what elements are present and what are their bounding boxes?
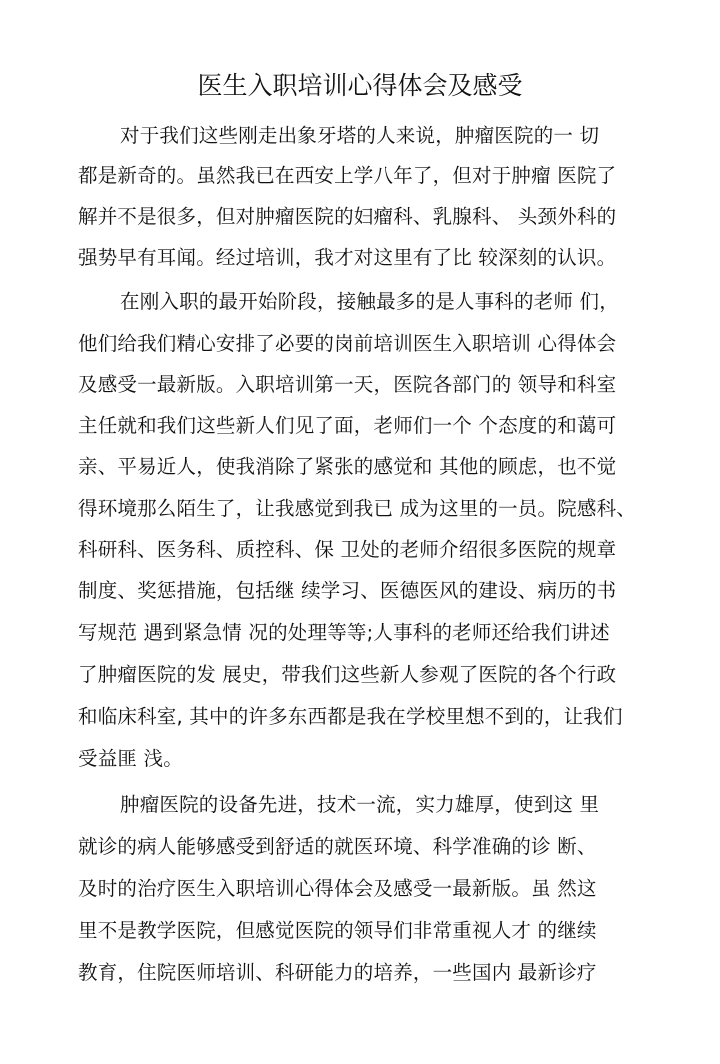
document-title: 医生入职培训心得体会及感受	[197, 71, 523, 100]
paragraph-2-line-11: 和临床科室, 其中的许多东西都是我在学校里想不到的，让我们	[78, 705, 623, 728]
paragraph-3-line-1: 肿瘤医院的设备先进，技术一流，实力雄厚，使到这 里	[120, 793, 600, 816]
paragraph-2-line-8: 制度、奖惩措施，包括继 续学习、医德医风的建设、病历的书	[78, 579, 617, 602]
paragraph-1-line-4: 强势早有耳闻。经过培训，我才对这里有了比 较深刻的认识。	[78, 246, 617, 269]
paragraph-2-line-7: 科研科、医务科、质控科、保 卫处的老师介绍很多医院的规章	[78, 538, 617, 561]
paragraph-2-line-3: 及感受一最新版。入职培训第一天，医院各部门的 领导和科室	[78, 373, 617, 396]
paragraph-1-line-2: 都是新奇的。虽然我已在西安上学八年了，但对于肿瘤 医院了	[78, 164, 617, 187]
paragraph-1-line-1: 对于我们这些刚走出象牙塔的人来说，肿瘤医院的一 切	[120, 124, 600, 147]
paragraph-3-line-2: 就诊的病人能够感受到舒适的就医环境、科学准确的诊 断、	[78, 835, 597, 858]
paragraph-2-line-2: 他们给我们精心安排了必要的岗前培训医生入职培训 心得体会	[78, 332, 617, 355]
paragraph-2-line-6: 得环境那么陌生了，让我感觉到我已 成为这里的一员。院感科、	[78, 497, 636, 520]
paragraph-2-line-10: 了肿瘤医院的发 展史，带我们这些新人参观了医院的各个行政	[78, 663, 617, 686]
paragraph-2-line-9: 写规范 遇到紧急情 况的处理等等;人事科的老师还给我们讲述	[78, 621, 610, 644]
paragraph-1-line-3: 解并不是很多，但对肿瘤医院的妇瘤科、乳腺科、 头颈外科的	[78, 205, 617, 228]
paragraph-3-line-4: 里不是教学医院，但感觉医院的领导们非常重视人才 的继续	[78, 919, 597, 942]
paragraph-3-line-5: 教育，住院医师培训、科研能力的培养，一些国内 最新诊疗	[78, 961, 597, 984]
paragraph-2-line-4: 主任就和我们这些新人们见了面，老师们一个 个态度的和蔼可	[78, 414, 617, 437]
paragraph-2-line-1: 在刚入职的最开始阶段，接触最多的是人事科的老师 们，	[120, 290, 619, 313]
paragraph-2-line-5: 亲、平易近人，使我消除了紧张的感觉和 其他的顾虑，也不觉	[78, 455, 617, 478]
paragraph-2-line-12: 受益匪 浅。	[78, 747, 183, 770]
paragraph-3-line-3: 及时的治疗医生入职培训心得体会及感受一最新版。虽 然这	[78, 877, 597, 900]
